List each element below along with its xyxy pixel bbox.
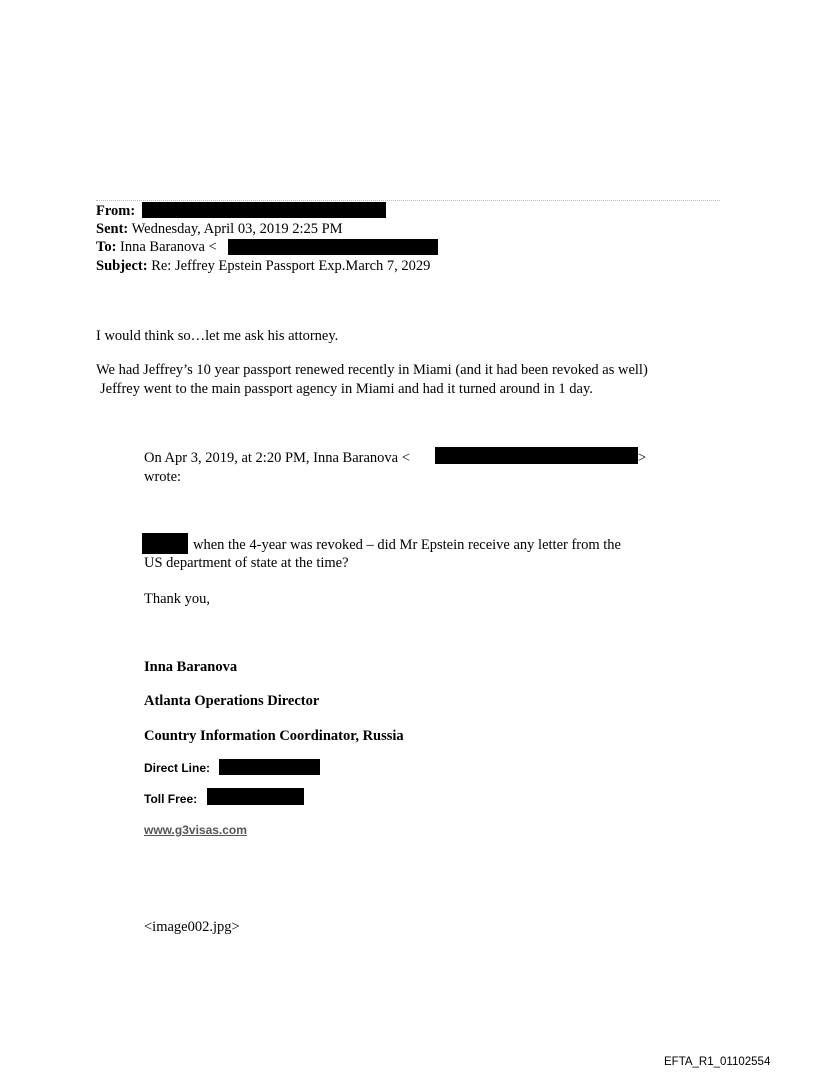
redacted-greeting-name xyxy=(142,533,188,554)
to-label: To: xyxy=(96,239,117,255)
document-id: EFTA_R1_01102554 xyxy=(664,1056,771,1068)
redacted-toll-free xyxy=(207,788,304,805)
sent-line xyxy=(96,221,343,238)
to-line xyxy=(96,239,217,256)
subject-line xyxy=(96,258,430,275)
redacted-quote-email xyxy=(435,447,638,464)
attachment-placeholder: <image002.jpg> xyxy=(144,919,240,935)
quote-intro: On Apr 3, 2019, at 2:20 PM, Inna Baranova < xyxy=(144,450,410,466)
subject-value: Re: Jeffrey Epstein Passport Exp.March 7, 2029 xyxy=(151,258,431,274)
signature-role: Country Information Coordinator, Russia xyxy=(144,728,404,744)
redacted-direct-line xyxy=(219,759,320,775)
signature-title: Atlanta Operations Director xyxy=(144,693,320,709)
sent-value: Wednesday, April 03, 2019 2:25 PM xyxy=(131,221,343,237)
thanks-line: Thank you, xyxy=(144,591,211,607)
quote-message-line-2: US department of state at the time? xyxy=(144,555,349,571)
subject-label: Subject: xyxy=(96,258,148,274)
quote-message-line-1: when the 4-year was revoked – did Mr Epstein receive any letter from the xyxy=(193,537,621,553)
reply-line-3: Jeffrey went to the main passport agency in Miami and had it turned around in 1 day. xyxy=(100,381,593,397)
header-divider xyxy=(96,200,720,201)
website-link[interactable]: www.g3visas.com xyxy=(144,823,247,837)
redacted-recipient xyxy=(228,239,438,255)
redacted-sender xyxy=(142,202,386,218)
sent-label: Sent: xyxy=(96,221,129,237)
quote-intro-wrote: wrote: xyxy=(144,469,182,485)
from-label: From: xyxy=(96,203,136,219)
toll-free-label: Toll Free: xyxy=(144,792,198,806)
direct-line-label: Direct Line: xyxy=(144,761,211,775)
quote-intro-tail: > xyxy=(638,450,647,466)
reply-line-2: We had Jeffrey’s 10 year passport renewed recently in Miami (and it had been revoked as well) xyxy=(96,362,648,378)
to-value: Inna Baranova < xyxy=(120,239,217,255)
reply-line-1: I would think so…let me ask his attorney. xyxy=(96,328,339,344)
signature-name: Inna Baranova xyxy=(144,659,238,675)
